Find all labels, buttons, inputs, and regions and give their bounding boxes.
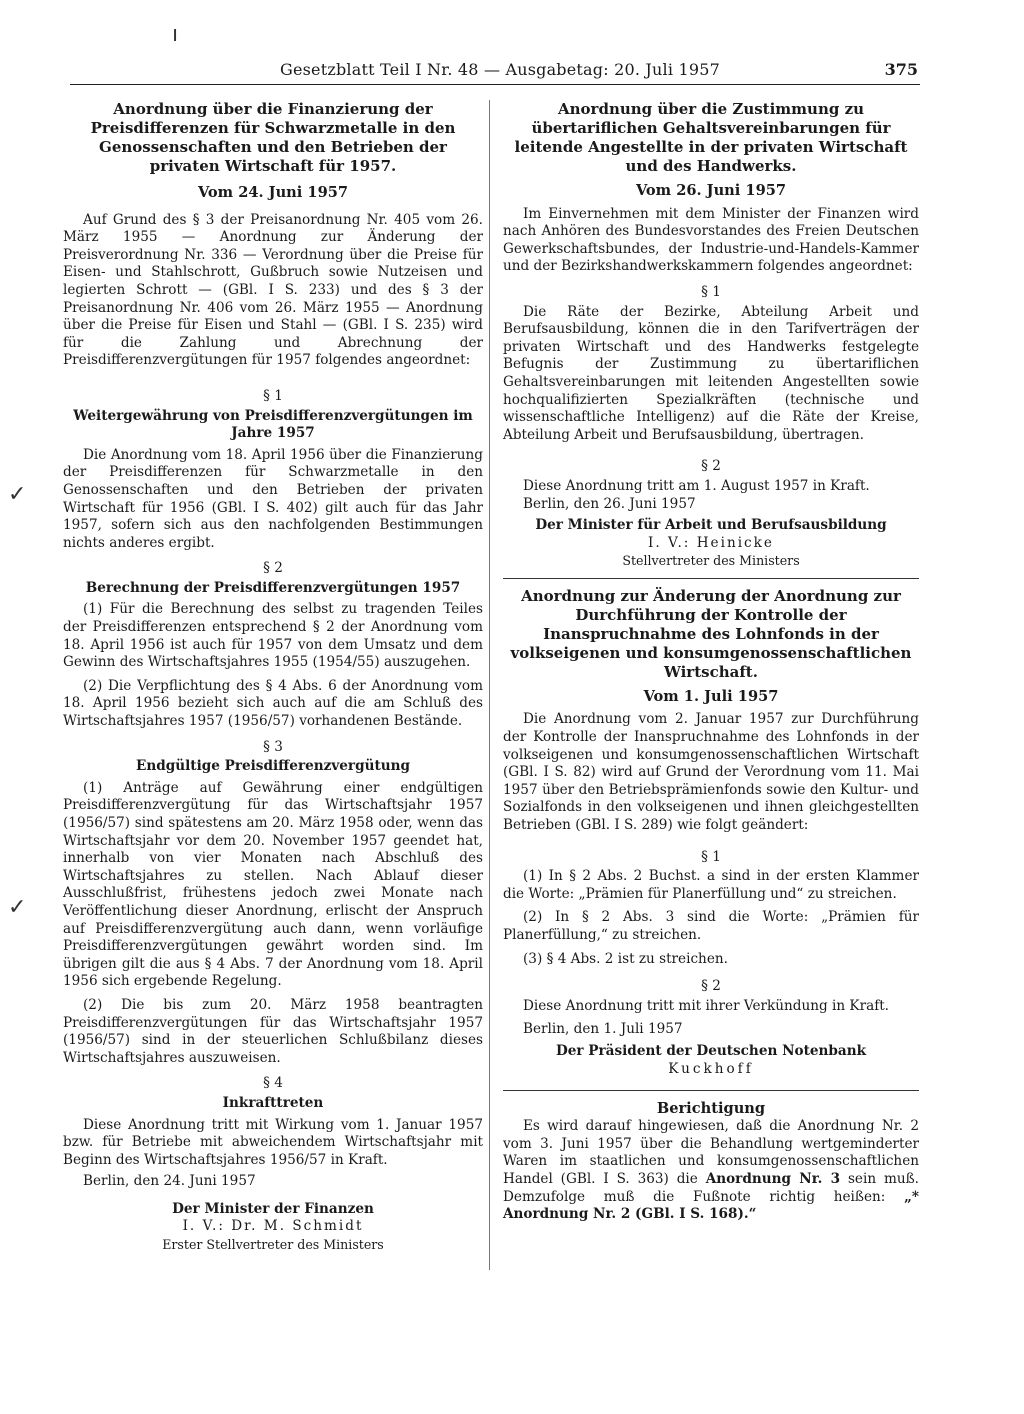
- correction-text: [503, 1118, 919, 1224]
- correction-text-emphasis-2: „* Anordnung Nr. 2 (GBl. I S. 168).“: [503, 1188, 919, 1223]
- right-1-signature-name: I. V.: Heinicke: [648, 534, 774, 551]
- section-separator: [503, 1090, 919, 1091]
- right-1-place-date: Berlin, den 26. Juni 1957: [523, 495, 696, 512]
- column-divider: [489, 100, 490, 1270]
- right-heading-2: Anordnung zur Änderung der Anordnung zur Durchführung der Kontrolle der Inanspruchnahme des Lohnfonds in der volkseigenen und konsumgenossenschaftlichen Wirtschaft.: [510, 586, 912, 681]
- left-section-4-title: Inkrafttreten: [222, 1094, 324, 1111]
- left-signature-role: Erster Stellvertreter des Ministers: [162, 1237, 384, 1253]
- left-section-3-title: Endgültige Preisdifferenzvergütung: [135, 758, 411, 775]
- margin-tick-mark: ✓: [8, 482, 27, 507]
- left-section-3-paragraph-1: (1) Anträge auf Gewährung einer endgültigen Preisdifferenzvergütung für das Wirtschaftsjahr 1957 (1956/57) sind spätestens am 20. März 1958 oder, wenn das Wirtschaftsjahr vor dem 20. November 1957 geendet hat, innerhalb von vier Monaten nach Abschluß des Wirtschaftsjahres zu stellen. Nach Ablauf dieser Ausschlußfrist, frühestens jedoch zwei Monate nach Veröffentlichung dieser Anordnung, erlischt der Anspruch auf Preisdifferenzvergütung auch dann, wenn vorläufige Preisdifferenzvergütungen gewährt worden sind. Im übrigen gilt die aus § 4 Abs. 7 der Anordnung vom 18. April 1956 sich ergebende Regelung.: [63, 779, 483, 990]
- right-2-section-1-paragraph-3: (3) § 4 Abs. 2 ist zu streichen.: [523, 950, 728, 967]
- left-signature-organization: Der Minister der Finanzen: [172, 1200, 374, 1217]
- left-section-3-label: § 3: [263, 738, 283, 755]
- correction-text-part-2: sein muß. Demzufolge muß die Fußnote richtig heißen:: [503, 1170, 919, 1205]
- right-1-signature-organization: Der Minister für Arbeit und Berufsausbildung: [535, 517, 887, 534]
- right-1-signature-role: Stellvertreter des Ministers: [622, 553, 800, 569]
- left-section-2-paragraph-2: (2) Die Verpflichtung des § 4 Abs. 6 der Anordnung vom 18. April 1956 bezieht sich auch auf die am Schluß des Wirtschaftsjahres 1957 (1956/57) vorhandenen Bestände.: [63, 677, 483, 730]
- correction-text-part-1: Es wird darauf hingewiesen, daß die Anordnung Nr. 2 vom 3. Juni 1957 über die Behandlung wertgeminderter Waren im staatlichen und konsumgenossenschaftlichen Handel (GBl. I S. 363) die: [503, 1118, 919, 1187]
- margin-tick-mark: ✓: [8, 895, 27, 920]
- left-place-date: Berlin, den 24. Juni 1957: [83, 1173, 256, 1190]
- right-date-2: Vom 1. Juli 1957: [643, 687, 779, 705]
- right-1-section-1-label: § 1: [701, 283, 721, 300]
- right-heading-1: Anordnung über die Zustimmung zu übertariflichen Gehaltsvereinbarungen für leitende Angestellte in der privaten Wirtschaft und des Handwerks.: [514, 100, 908, 175]
- margin-mark: ı: [172, 22, 179, 47]
- right-2-section-1-paragraph-2: (2) In § 2 Abs. 3 sind die Worte: „Prämien für Planerfüllung,“ zu streichen.: [503, 909, 919, 943]
- right-2-place-date: Berlin, den 1. Juli 1957: [523, 1021, 683, 1038]
- left-section-1-label: § 1: [263, 387, 283, 404]
- right-2-section-1-paragraph-1: (1) In § 2 Abs. 2 Buchst. a sind in der ersten Klammer die Worte: „Prämien für Planerfüllung und“ zu streichen.: [503, 868, 919, 902]
- left-section-3-paragraph-2: (2) Die bis zum 20. März 1958 beantragten Preisdifferenzvergütungen für das Wirtschaftsjahr 1957 (1956/57) sind in der steuerlichen Schlußbilanz dieses Wirtschaftsjahres auszuweisen.: [63, 996, 483, 1066]
- right-2-section-1-label: § 1: [701, 848, 721, 865]
- left-section-2-label: § 2: [263, 560, 283, 577]
- left-section-4-text: Diese Anordnung tritt mit Wirkung vom 1. Januar 1957 bzw. für Betriebe mit abweichendem Wirtschaftsjahr mit Beginn des Wirtschaftsjahres 1956/57 in Kraft.: [63, 1116, 483, 1168]
- left-section-1-text: Die Anordnung vom 18. April 1956 über die Finanzierung der Preisdifferenzen für Schwarzmetalle in den Genossenschaften und den Betrieben der privaten Wirtschaft für 1956 (GBl. I S. 402) gilt auch für das Jahr 1957, sofern sich aus den nachfolgenden Bestimmungen nichts anderes ergibt.: [63, 446, 483, 551]
- left-date: Vom 24. Juni 1957: [197, 184, 349, 201]
- left-column: [63, 100, 483, 1254]
- right-date-1: Vom 26. Juni 1957: [635, 182, 787, 199]
- left-section-1-title: Weitergewährung von Preisdifferenzvergütungen im Jahre 1957: [73, 407, 473, 442]
- right-1-section-1-text: Die Räte der Bezirke, Abteilung Arbeit und Berufsausbildung, können die in den Tarifverträgen der privaten Wirtschaft und des Handwerks festgelegte Befugnis der Zustimmung zu übertariflichen Gehaltsvereinbarungen mit leitenden Angestellten sowie hochqualifizierten Spezialkräften (technische und wissenschaftliche Intelligenz) auf die Räte der Kreise, Abteilung Arbeit und Berufsausbildung, übertragen.: [503, 303, 919, 443]
- right-column: [503, 100, 919, 1224]
- right-2-signature-organization: Der Präsident der Deutschen Notenbank: [555, 1042, 867, 1059]
- left-section-2-title: Berechnung der Preisdifferenzvergütungen 1957: [85, 579, 461, 596]
- right-1-section-2-text: Diese Anordnung tritt am 1. August 1957 in Kraft.: [523, 477, 870, 494]
- page-header: [70, 60, 920, 85]
- right-intro-1: Im Einvernehmen mit dem Minister der Finanzen wird nach Anhören des Bundesvorstandes des Freien Deutschen Gewerkschaftsbundes, der Industrie-und-Handels-Kammer und der Bezirkshandwerkskammern folgendes angeordnet:: [503, 205, 919, 275]
- section-separator: [503, 578, 919, 579]
- right-2-section-2-text: Diese Anordnung tritt mit ihrer Verkündung in Kraft.: [523, 997, 890, 1014]
- correction-text-emphasis-1: Anordnung Nr. 3: [705, 1170, 841, 1187]
- right-1-section-2-label: § 2: [701, 458, 721, 475]
- gazette-title: Gesetzblatt Teil I Nr. 48 — Ausgabetag: 20. Juli 1957: [280, 60, 720, 79]
- right-2-signature-name: Kuckhoff: [668, 1060, 754, 1077]
- page-number: 375: [884, 60, 918, 79]
- right-intro-2: Die Anordnung vom 2. Januar 1957 zur Durchführung der Kontrolle der Inanspruchnahme des Lohnfonds in der volkseigenen und konsumgenossenschaftlichen Wirtschaft (GBl. I S. 82) wird auf Grund der Verordnung vom 11. Mai 1957 über den Betriebsprämienfonds sowie den Kultur- und Sozialfonds in den volkseigenen und ihnen gleichgestellten Betrieben (GBl. I S. 289) wie folgt geändert:: [503, 711, 919, 834]
- left-section-2-paragraph-1: (1) Für die Berechnung des selbst zu tragenden Teiles der Preisdifferenzen entsprechend § 2 der Anordnung vom 18. April 1956 ist auch für 1957 von dem Umsatz und dem Gewinn des Wirtschaftsjahres 1955 (1954/55) auszugehen.: [63, 601, 483, 671]
- correction-title: Berichtigung: [656, 1100, 766, 1118]
- left-intro: Auf Grund des § 3 der Preisanordnung Nr. 405 vom 26. März 1955 — Anordnung zur Änderung der Preisverordnung Nr. 336 — Verordnung über die Preise für Eisen- und Stahlschrott, Gußbruch sowie Nutzeisen und legierten Schrott — (GBl. I S. 233) und des § 3 der Preisanordnung Nr. 406 vom 26. März 1955 — Anordnung über die Preise für Eisen und Stahl — (GBl. I S. 235) wird für die Zahlung und Abrechnung der Preisdifferenzvergütungen für 1957 folgendes angeordnet:: [63, 211, 483, 369]
- left-signature-name: I. V.: Dr. M. Schmidt: [182, 1218, 364, 1235]
- left-section-4-label: § 4: [263, 1075, 283, 1092]
- left-heading: Anordnung über die Finanzierung der Preisdifferenzen für Schwarzmetalle in den Genossenschaften und den Betrieben der privaten Wirtschaft für 1957.: [90, 100, 456, 175]
- right-2-section-2-label: § 2: [701, 978, 721, 995]
